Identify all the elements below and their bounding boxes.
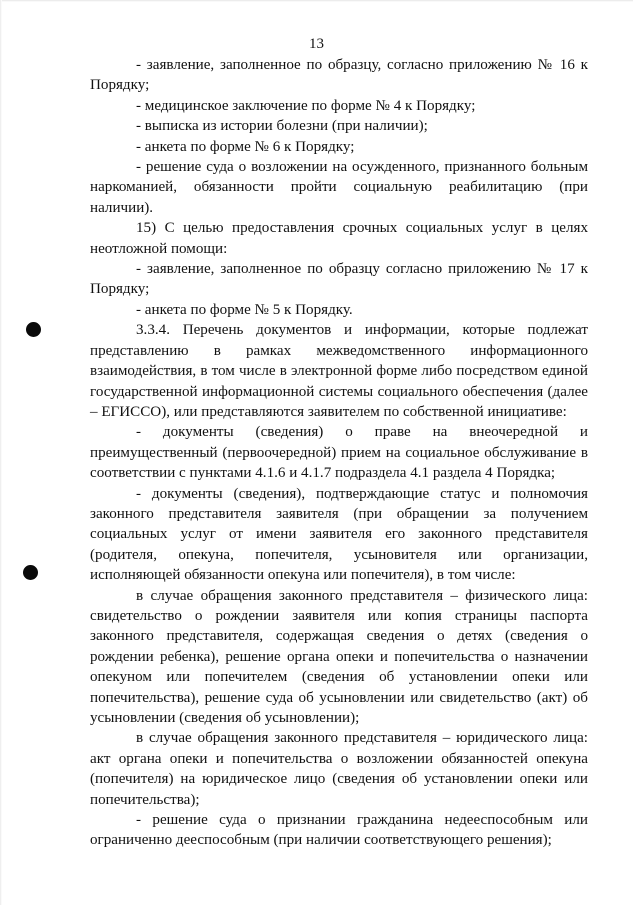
- document-body: [90, 55, 588, 851]
- paragraph-application-17: - заявление, заполненное по образцу согласно приложению № 17 к Порядку;: [90, 261, 588, 298]
- scan-edge-top: [0, 0, 633, 2]
- paragraph-legal-entity-representative: в случае обращения законного представителя – юридического лица: акт органа опеки и попечительства о возложении обязанностей опекуна (попечителя) на юридическое лицо (сведения об установлении опеки или попечительства);: [90, 730, 588, 808]
- paragraph-application-16: - заявление, заполненное по образцу, согласно приложению № 16 к Порядку;: [90, 57, 588, 94]
- punch-hole-upper: [26, 322, 41, 337]
- paragraph-court-decision-rehab: - решение суда о возложении на осужденного, признанного больным наркоманией, обязанности пройти социальную реабилитацию (при наличии).: [90, 159, 588, 216]
- paragraph-incapacity-court-decision: - решение суда о признании гражданина недееспособным или ограниченно дееспособным (при наличии соответствующего решения);: [90, 812, 588, 849]
- page-number: 13: [309, 36, 324, 52]
- scan-edge-left: [0, 0, 2, 905]
- paragraph-legal-representative-documents: - документы (сведения), подтверждающие статус и полномочия законного представителя заявителя (при обращении за получением социальных услуг от имени заявителя его законного представителя (родителя, опекуна, попечителя, усыновителя или организации, исполняющей обязанности опекуна или попечителя), в том числе:: [90, 485, 588, 584]
- paragraph-item-15: 15) С целью предоставления срочных социальных услуг в целях неотложной помощи:: [90, 220, 588, 257]
- paragraph-individual-representative: в случае обращения законного представителя – физического лица: свидетельство о рождении заявителя или копия страницы паспорта законного представителя, содержащая сведения о детях (сведения о рождении ребенка), решение органа опеки и попечительства о назначении опекуном или попечителем (сведения об установлении опеки или попечительства), решение суда об усыновлении или свидетельство (акт) об усыновлении (сведения об усыновлении);: [90, 587, 588, 726]
- paragraph-section-3-3-4: 3.3.4. Перечень документов и информации, которые подлежат представлению в рамках межведомственного информационного взаимодействия, в том числе в электронной форме либо посредством единой государственной информационной системы социального обеспечения (далее – ЕГИССО), или представляются заявителем по собственной инициативе:: [90, 322, 588, 420]
- paragraph-medical-history: - выписка из истории болезни (при наличии);: [136, 118, 428, 135]
- paragraph-questionnaire-6: - анкета по форме № 6 к Порядку;: [136, 138, 355, 155]
- paragraph-priority-right-documents: - документы (сведения) о праве на внеочередной и преимущественный (первоочередной) прием на социальное обслуживание в соответствии с пунктами 4.1.6 и 4.1.7 подраздела 4.1 раздела 4 Порядка;: [90, 424, 588, 482]
- paragraph-medical-conclusion: - медицинское заключение по форме № 4 к Порядку;: [136, 97, 476, 114]
- punch-hole-lower: [23, 565, 38, 580]
- paragraph-questionnaire-5: - анкета по форме № 5 к Порядку.: [136, 301, 353, 318]
